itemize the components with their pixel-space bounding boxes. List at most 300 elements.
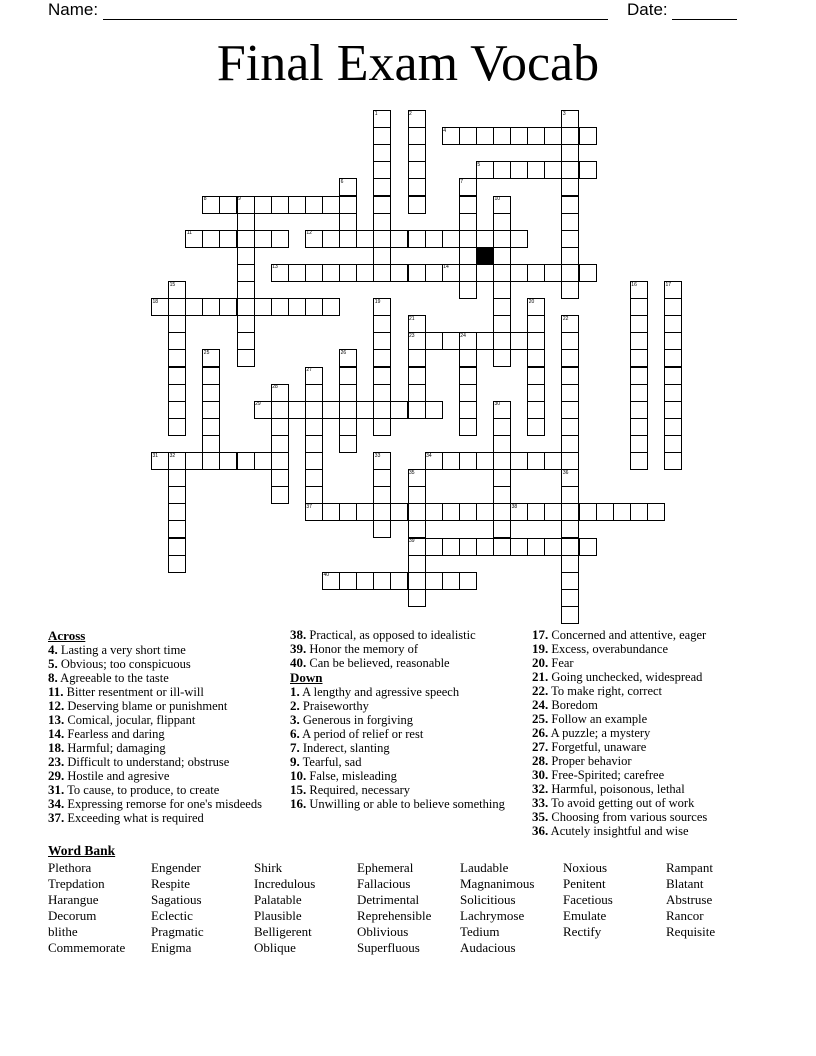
clue-number-label: 31.	[48, 782, 65, 797]
grid-cell[interactable]	[168, 384, 186, 402]
grid-cell[interactable]	[373, 178, 391, 196]
grid-cell[interactable]	[561, 486, 579, 504]
grid-cell[interactable]	[168, 332, 186, 350]
grid-cell[interactable]	[373, 367, 391, 385]
grid-cell[interactable]	[237, 349, 255, 367]
grid-cell[interactable]	[459, 367, 477, 385]
grid-cell[interactable]	[630, 503, 648, 521]
grid-cell[interactable]	[493, 247, 511, 265]
clue-number-label: 21.	[532, 669, 549, 684]
grid-cell[interactable]	[305, 384, 323, 402]
grid-cell[interactable]	[202, 452, 220, 470]
grid-cell[interactable]	[202, 384, 220, 402]
grid-cell[interactable]	[527, 384, 545, 402]
grid-cell[interactable]	[322, 196, 340, 214]
grid-cell[interactable]	[493, 469, 511, 487]
grid-cell[interactable]	[425, 230, 443, 248]
grid-cell[interactable]	[561, 247, 579, 265]
grid-cell[interactable]	[527, 452, 545, 470]
grid-cell[interactable]	[339, 384, 357, 402]
grid-cell[interactable]	[459, 264, 477, 282]
grid-cell[interactable]	[664, 315, 682, 333]
grid-cell[interactable]	[237, 332, 255, 350]
grid-cell[interactable]	[476, 230, 494, 248]
clue-number-label: 28.	[532, 753, 549, 768]
grid-cell[interactable]	[425, 538, 443, 556]
grid-cell[interactable]	[219, 230, 237, 248]
clues-column-2	[290, 628, 525, 811]
grid-cell[interactable]	[544, 127, 562, 145]
grid-cell[interactable]	[493, 418, 511, 436]
grid-cell[interactable]	[493, 264, 511, 282]
grid-cell[interactable]	[305, 298, 323, 316]
clue-down	[532, 656, 772, 670]
grid-cell[interactable]	[373, 247, 391, 265]
grid-cell[interactable]	[237, 264, 255, 282]
grid-cell[interactable]	[459, 538, 477, 556]
grid-cell[interactable]	[579, 264, 597, 282]
grid-cell[interactable]	[561, 452, 579, 470]
word-bank-word: Incredulous	[254, 876, 316, 891]
grid-cell[interactable]	[305, 418, 323, 436]
grid-cell[interactable]	[527, 264, 545, 282]
grid-cell[interactable]	[408, 572, 426, 590]
grid-cell[interactable]	[408, 144, 426, 162]
grid-cell[interactable]	[561, 178, 579, 196]
grid-cell[interactable]	[373, 127, 391, 145]
grid-cell[interactable]	[425, 401, 443, 419]
grid-cell[interactable]	[237, 452, 255, 470]
grid-cell[interactable]	[510, 127, 528, 145]
grid-cell[interactable]	[544, 452, 562, 470]
grid-cell[interactable]	[254, 196, 272, 214]
grid-cell[interactable]	[459, 452, 477, 470]
grid-cell[interactable]	[168, 503, 186, 521]
word-bank-word: Palatable	[254, 892, 302, 907]
clue-text: Harmful; damaging	[64, 741, 166, 755]
grid-cell[interactable]	[237, 281, 255, 299]
grid-cell[interactable]	[425, 503, 443, 521]
grid-cell[interactable]	[493, 315, 511, 333]
clue-number: 9	[238, 196, 241, 202]
grid-cell[interactable]	[168, 469, 186, 487]
grid-cell[interactable]	[339, 503, 357, 521]
grid-cell[interactable]	[442, 230, 460, 248]
grid-cell[interactable]	[510, 230, 528, 248]
grid-cell[interactable]	[630, 418, 648, 436]
grid-cell[interactable]	[168, 520, 186, 538]
grid-cell[interactable]	[322, 264, 340, 282]
grid-cell[interactable]	[561, 332, 579, 350]
word-bank-word: Plethora	[48, 860, 92, 875]
grid-cell[interactable]	[561, 127, 579, 145]
grid-cell[interactable]	[373, 384, 391, 402]
grid-cell[interactable]	[390, 230, 408, 248]
clue-text: Agreeable to the taste	[57, 671, 169, 685]
grid-cell[interactable]	[476, 332, 494, 350]
grid-cell[interactable]	[510, 264, 528, 282]
grid-cell[interactable]	[185, 452, 203, 470]
grid-cell[interactable]	[339, 196, 357, 214]
grid-cell[interactable]	[442, 332, 460, 350]
grid-cell[interactable]	[408, 503, 426, 521]
grid-cell[interactable]	[561, 572, 579, 590]
grid-cell[interactable]	[408, 127, 426, 145]
grid-cell[interactable]	[373, 332, 391, 350]
grid-cell[interactable]	[339, 572, 357, 590]
grid-cell[interactable]	[561, 401, 579, 419]
grid-cell[interactable]	[219, 452, 237, 470]
grid-cell[interactable]	[459, 230, 477, 248]
grid-cell[interactable]	[168, 401, 186, 419]
grid-cell[interactable]	[425, 572, 443, 590]
word-bank-word: Belligerent	[254, 924, 312, 939]
grid-cell[interactable]	[339, 213, 357, 231]
grid-cell[interactable]	[527, 127, 545, 145]
grid-cell[interactable]	[561, 213, 579, 231]
grid-cell[interactable]	[305, 264, 323, 282]
grid-cell[interactable]	[476, 452, 494, 470]
grid-cell[interactable]	[561, 589, 579, 607]
grid-cell[interactable]	[305, 196, 323, 214]
clue-number-label: 10.	[290, 768, 307, 783]
grid-cell[interactable]	[613, 503, 631, 521]
grid-cell[interactable]	[168, 486, 186, 504]
grid-cell[interactable]	[408, 161, 426, 179]
grid-cell[interactable]	[664, 418, 682, 436]
grid-cell[interactable]	[408, 486, 426, 504]
grid-cell[interactable]	[561, 230, 579, 248]
clue-number: 39	[409, 538, 415, 544]
grid-cell[interactable]	[271, 469, 289, 487]
grid-cell[interactable]	[339, 435, 357, 453]
grid-cell[interactable]	[373, 213, 391, 231]
grid-cell[interactable]	[408, 178, 426, 196]
grid-cell[interactable]	[339, 418, 357, 436]
clue-number-label: 11.	[48, 684, 64, 699]
grid-cell[interactable]	[561, 281, 579, 299]
grid-cell[interactable]	[493, 281, 511, 299]
clue-number-label: 1.	[290, 684, 300, 699]
grid-cell[interactable]	[373, 196, 391, 214]
grid-cell[interactable]	[373, 144, 391, 162]
grid-cell[interactable]	[322, 503, 340, 521]
grid-cell[interactable]	[630, 401, 648, 419]
grid-cell[interactable]	[476, 127, 494, 145]
grid-cell[interactable]	[664, 401, 682, 419]
clue-number: 31	[152, 452, 159, 459]
grid-cell[interactable]	[219, 196, 237, 214]
grid-cell[interactable]	[425, 264, 443, 282]
grid-cell[interactable]	[288, 264, 306, 282]
grid-cell[interactable]	[459, 349, 477, 367]
grid-cell[interactable]	[219, 298, 237, 316]
grid-cell[interactable]	[527, 349, 545, 367]
grid-cell[interactable]	[168, 555, 186, 573]
grid-cell[interactable]	[254, 452, 272, 470]
word-bank-word: Enigma	[151, 940, 192, 955]
grid-cell[interactable]	[544, 503, 562, 521]
grid-cell[interactable]	[373, 418, 391, 436]
grid-cell[interactable]	[356, 264, 374, 282]
grid-cell[interactable]	[476, 503, 494, 521]
grid-cell[interactable]	[356, 572, 374, 590]
grid-cell[interactable]	[544, 264, 562, 282]
grid-cell[interactable]	[459, 196, 477, 214]
grid-cell[interactable]	[322, 401, 340, 419]
grid-cell[interactable]	[408, 196, 426, 214]
grid-cell[interactable]	[202, 298, 220, 316]
grid-cell[interactable]	[390, 503, 408, 521]
grid-cell[interactable]	[493, 435, 511, 453]
grid-cell[interactable]	[237, 315, 255, 333]
grid-cell[interactable]	[459, 213, 477, 231]
grid-cell[interactable]	[373, 469, 391, 487]
grid-cell[interactable]	[561, 161, 579, 179]
clue-down	[290, 797, 525, 811]
grid-cell[interactable]	[630, 384, 648, 402]
grid-cell[interactable]	[561, 144, 579, 162]
grid-cell[interactable]	[339, 367, 357, 385]
grid-cell[interactable]	[561, 555, 579, 573]
grid-cell[interactable]	[373, 349, 391, 367]
clue-down	[532, 754, 772, 768]
grid-cell[interactable]	[237, 230, 255, 248]
grid-cell[interactable]	[630, 349, 648, 367]
grid-cell[interactable]	[630, 315, 648, 333]
grid-cell[interactable]	[527, 418, 545, 436]
clue-text: Going unchecked, widespread	[548, 670, 703, 684]
grid-cell[interactable]	[373, 401, 391, 419]
grid-cell[interactable]	[425, 332, 443, 350]
grid-cell[interactable]	[271, 298, 289, 316]
grid-cell[interactable]	[630, 435, 648, 453]
grid-cell[interactable]	[254, 230, 272, 248]
grid-cell[interactable]	[408, 401, 426, 419]
word-bank-word: Commemorate	[48, 940, 126, 955]
clue-number-label: 3.	[290, 712, 300, 727]
grid-cell[interactable]	[202, 230, 220, 248]
grid-cell[interactable]	[271, 196, 289, 214]
grid-cell[interactable]	[271, 401, 289, 419]
grid-cell[interactable]	[664, 298, 682, 316]
grid-cell[interactable]	[527, 401, 545, 419]
clue-number-label: 15.	[290, 782, 307, 797]
grid-cell[interactable]	[408, 367, 426, 385]
clue-down	[532, 698, 772, 712]
grid-cell[interactable]	[561, 264, 579, 282]
grid-cell[interactable]	[561, 384, 579, 402]
grid-cell[interactable]	[442, 572, 460, 590]
grid-cell[interactable]	[271, 452, 289, 470]
grid-cell[interactable]	[476, 538, 494, 556]
grid-cell[interactable]	[561, 349, 579, 367]
grid-cell[interactable]	[510, 452, 528, 470]
grid-cell[interactable]	[493, 230, 511, 248]
clue-number-label: 2.	[290, 698, 300, 713]
grid-cell[interactable]	[408, 264, 426, 282]
grid-cell[interactable]	[527, 503, 545, 521]
grid-cell[interactable]	[630, 367, 648, 385]
grid-cell[interactable]	[493, 538, 511, 556]
clue-number: 12	[306, 230, 312, 237]
grid-cell[interactable]	[510, 538, 528, 556]
grid-cell[interactable]	[408, 555, 426, 573]
grid-cell[interactable]	[408, 589, 426, 607]
grid-cell[interactable]	[579, 127, 597, 145]
grid-cell[interactable]	[664, 452, 682, 470]
grid-cell[interactable]	[493, 213, 511, 231]
grid-cell[interactable]	[168, 418, 186, 436]
grid-cell[interactable]	[493, 486, 511, 504]
grid-cell[interactable]	[237, 213, 255, 231]
grid-cell[interactable]	[579, 503, 597, 521]
grid-cell[interactable]	[527, 538, 545, 556]
grid-cell[interactable]	[442, 452, 460, 470]
grid-cell[interactable]	[459, 384, 477, 402]
grid-cell[interactable]	[408, 349, 426, 367]
grid-cell[interactable]	[493, 332, 511, 350]
clue-number: 29	[255, 401, 261, 408]
grid-cell[interactable]	[527, 367, 545, 385]
grid-cell[interactable]	[561, 367, 579, 385]
grid-cell[interactable]	[305, 435, 323, 453]
grid-cell[interactable]	[493, 127, 511, 145]
grid-cell[interactable]	[630, 452, 648, 470]
grid-cell[interactable]	[305, 452, 323, 470]
word-bank-word: Trepdation	[48, 876, 105, 891]
grid-cell[interactable]	[373, 520, 391, 538]
grid-cell[interactable]	[168, 367, 186, 385]
grid-cell[interactable]	[493, 298, 511, 316]
grid-cell[interactable]	[459, 127, 477, 145]
grid-cell[interactable]	[168, 349, 186, 367]
name-label: Name:	[48, 0, 99, 19]
clue-number-label: 23.	[48, 754, 65, 769]
grid-cell[interactable]	[237, 247, 255, 265]
grid-cell[interactable]	[202, 401, 220, 419]
grid-cell[interactable]	[493, 520, 511, 538]
grid-cell[interactable]	[288, 401, 306, 419]
grid-cell[interactable]	[373, 486, 391, 504]
grid-cell[interactable]	[561, 503, 579, 521]
grid-cell[interactable]	[561, 435, 579, 453]
grid-cell[interactable]	[305, 486, 323, 504]
grid-cell[interactable]	[373, 572, 391, 590]
grid-cell[interactable]	[493, 503, 511, 521]
grid-cell[interactable]	[442, 503, 460, 521]
grid-cell[interactable]	[408, 520, 426, 538]
grid-cell[interactable]	[442, 538, 460, 556]
clue-number: 22	[562, 315, 569, 322]
grid-cell[interactable]	[527, 161, 545, 179]
clue-number-label: 39.	[290, 641, 307, 656]
grid-cell[interactable]	[390, 401, 408, 419]
grid-cell[interactable]	[202, 435, 220, 453]
grid-cell[interactable]	[527, 315, 545, 333]
grid-cell[interactable]	[561, 606, 579, 624]
grid-cell[interactable]	[459, 503, 477, 521]
grid-cell[interactable]	[390, 572, 408, 590]
grid-cell[interactable]	[271, 418, 289, 436]
grid-cell[interactable]	[561, 418, 579, 436]
grid-cell[interactable]	[493, 161, 511, 179]
grid-cell[interactable]	[305, 401, 323, 419]
grid-cell[interactable]	[459, 247, 477, 265]
grid-cell[interactable]	[322, 230, 340, 248]
grid-cell[interactable]	[288, 298, 306, 316]
grid-cell[interactable]	[168, 538, 186, 556]
grid-cell[interactable]	[339, 264, 357, 282]
grid-cell[interactable]	[356, 230, 374, 248]
grid-cell[interactable]	[356, 401, 374, 419]
grid-cell[interactable]	[373, 230, 391, 248]
grid-cell[interactable]	[527, 332, 545, 350]
grid-cell[interactable]	[305, 469, 323, 487]
grid-cell[interactable]	[373, 503, 391, 521]
grid-cell[interactable]	[561, 538, 579, 556]
grid-cell[interactable]	[630, 298, 648, 316]
grid-cell[interactable]	[408, 230, 426, 248]
grid-cell[interactable]	[664, 384, 682, 402]
grid-cell[interactable]	[664, 332, 682, 350]
grid-cell[interactable]	[544, 538, 562, 556]
grid-cell[interactable]	[664, 367, 682, 385]
grid-cell[interactable]	[271, 435, 289, 453]
grid-cell[interactable]	[254, 298, 272, 316]
grid-cell[interactable]	[459, 418, 477, 436]
grid-cell[interactable]	[168, 298, 186, 316]
grid-cell[interactable]	[579, 161, 597, 179]
grid-cell[interactable]	[579, 538, 597, 556]
grid-cell[interactable]	[237, 298, 255, 316]
grid-cell[interactable]	[459, 572, 477, 590]
grid-cell[interactable]	[459, 281, 477, 299]
grid-cell[interactable]	[510, 332, 528, 350]
grid-cell[interactable]	[630, 332, 648, 350]
grid-cell[interactable]	[271, 230, 289, 248]
grid-cell[interactable]	[339, 401, 357, 419]
grid-cell[interactable]	[185, 298, 203, 316]
grid-cell[interactable]	[510, 161, 528, 179]
grid-cell[interactable]	[168, 315, 186, 333]
grid-cell[interactable]	[390, 264, 408, 282]
grid-cell[interactable]	[202, 418, 220, 436]
grid-cell[interactable]	[288, 196, 306, 214]
grid-cell[interactable]	[544, 161, 562, 179]
clue-number: 32	[169, 452, 176, 459]
grid-cell[interactable]	[493, 452, 511, 470]
grid-cell[interactable]	[561, 196, 579, 214]
grid-cell[interactable]	[493, 349, 511, 367]
grid-cell[interactable]	[476, 264, 494, 282]
grid-cell[interactable]	[664, 435, 682, 453]
grid-cell[interactable]	[271, 486, 289, 504]
grid-cell[interactable]	[459, 401, 477, 419]
grid-cell[interactable]	[647, 503, 665, 521]
grid-cell[interactable]	[408, 384, 426, 402]
grid-cell[interactable]	[373, 315, 391, 333]
grid-cell[interactable]	[339, 230, 357, 248]
grid-cell[interactable]	[202, 367, 220, 385]
grid-cell[interactable]	[322, 298, 340, 316]
grid-cell[interactable]	[561, 520, 579, 538]
grid-cell[interactable]	[596, 503, 614, 521]
grid-cell[interactable]	[356, 503, 374, 521]
grid-cell[interactable]	[373, 161, 391, 179]
grid-cell[interactable]	[373, 264, 391, 282]
grid-cell[interactable]	[664, 349, 682, 367]
